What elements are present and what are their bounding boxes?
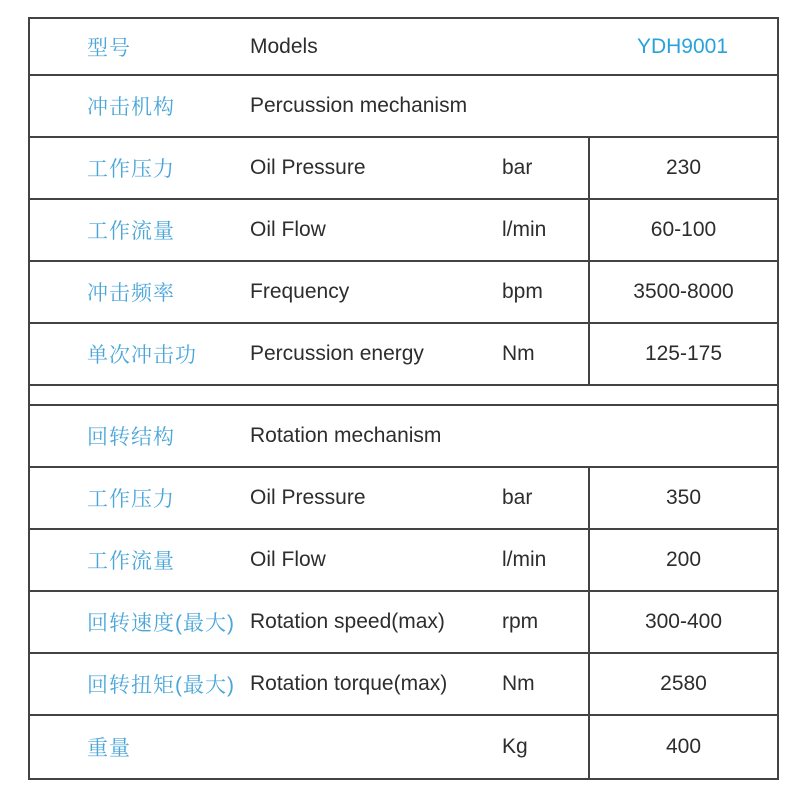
row-value: 300-400 — [588, 592, 777, 652]
row-label-en: Rotation speed(max) — [250, 610, 445, 633]
row-label-en: Oil Pressure — [250, 486, 366, 509]
row-unit: bar — [502, 156, 533, 179]
model-label-en: Models — [250, 34, 318, 58]
table-row-model — [30, 19, 777, 76]
table-row — [30, 138, 777, 200]
section-gap-row — [30, 386, 777, 406]
row-label-en: Percussion energy — [250, 342, 424, 365]
section-header-percussion — [30, 76, 777, 138]
row-unit: Nm — [502, 342, 535, 365]
row-label-cn: 单次冲击功 — [87, 344, 197, 367]
table-row — [30, 262, 777, 324]
table-row — [30, 592, 777, 654]
table-row — [30, 200, 777, 262]
table-row — [30, 716, 777, 778]
row-label-en: Oil Pressure — [250, 156, 366, 179]
row-label-cn: 工作流量 — [87, 220, 175, 243]
row-label-cn: 冲击频率 — [87, 282, 175, 305]
row-value: 350 — [588, 468, 777, 528]
row-value: 400 — [588, 716, 777, 778]
row-label-cn: 工作流量 — [87, 550, 175, 573]
row-value: 60-100 — [588, 200, 777, 260]
section-label-en: Percussion mechanism — [250, 94, 468, 117]
row-label-en: Oil Flow — [250, 548, 326, 571]
row-unit: Nm — [502, 672, 535, 695]
section-label-cn: 回转结构 — [87, 426, 175, 449]
row-unit: bpm — [502, 280, 543, 303]
row-unit: l/min — [502, 218, 547, 241]
row-label-en: Oil Flow — [250, 218, 326, 241]
table-row — [30, 530, 777, 592]
row-value: 3500-8000 — [588, 262, 777, 322]
model-value: YDH9001 — [636, 34, 729, 58]
row-value: 230 — [588, 138, 777, 198]
model-label-cn: 型号 — [87, 36, 131, 60]
row-value: 2580 — [588, 654, 777, 714]
row-unit: bar — [502, 486, 533, 509]
row-unit: Kg — [502, 735, 528, 758]
table-row — [30, 654, 777, 716]
row-label-cn: 工作压力 — [87, 158, 175, 181]
row-label-cn: 重量 — [87, 737, 131, 760]
section-label-en: Rotation mechanism — [250, 424, 442, 447]
spec-table — [28, 17, 779, 780]
row-unit: l/min — [502, 548, 547, 571]
row-value: 125-175 — [588, 324, 777, 384]
row-value: 200 — [588, 530, 777, 590]
section-label-cn: 冲击机构 — [87, 96, 175, 119]
row-label-cn: 工作压力 — [87, 488, 175, 511]
row-label-en: Rotation torque(max) — [250, 672, 448, 695]
section-header-rotation — [30, 406, 777, 468]
row-label-cn: 回转扭矩(最大) — [87, 674, 235, 697]
row-label-en: Frequency — [250, 280, 350, 303]
table-row — [30, 324, 777, 386]
row-label-cn: 回转速度(最大) — [87, 612, 235, 635]
row-unit: rpm — [502, 610, 539, 633]
table-row — [30, 468, 777, 530]
